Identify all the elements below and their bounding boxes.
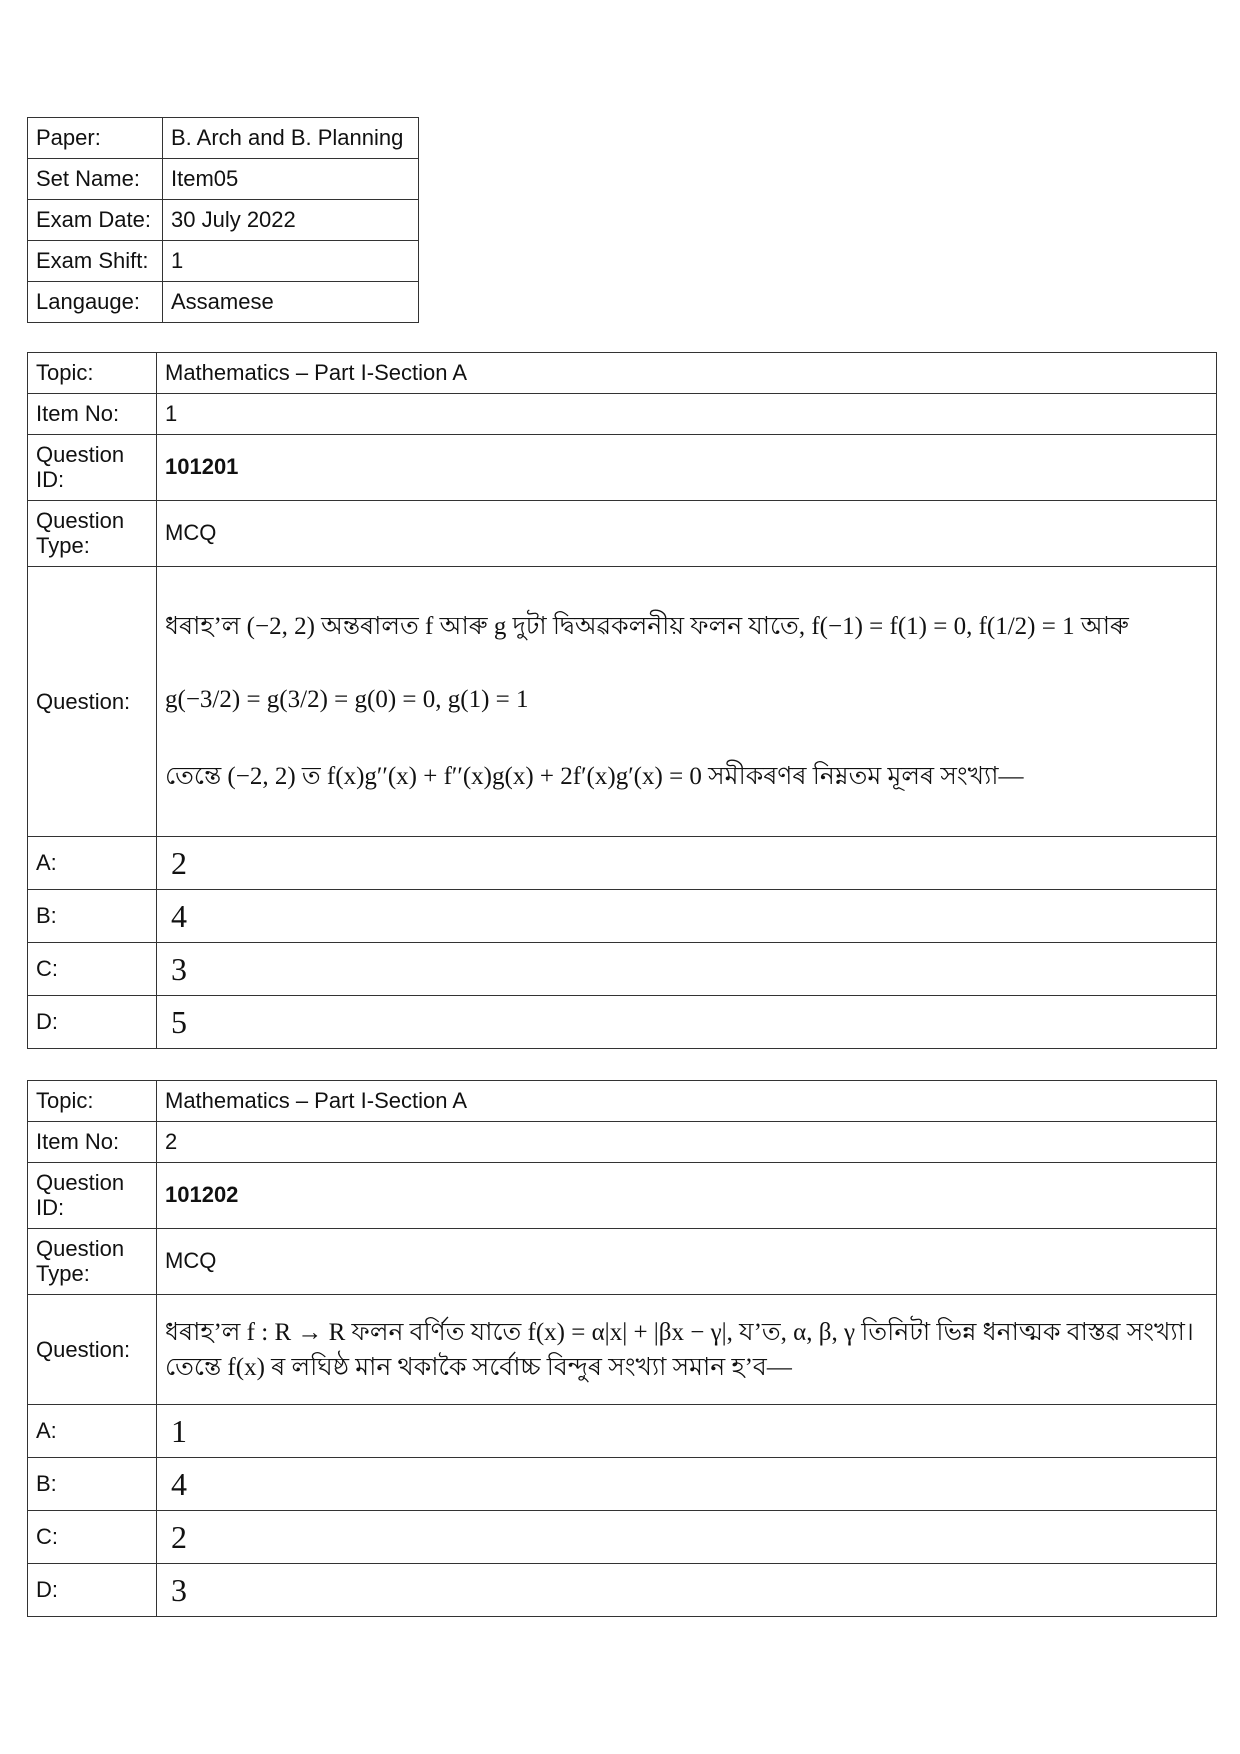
item-no-row <box>28 394 1217 435</box>
question-id-value: 101202 <box>157 1163 1217 1229</box>
question-table-2 <box>27 1080 1217 1617</box>
topic-label: Topic: <box>28 1081 157 1122</box>
question-line: ধৰাহ’ল (−2, 2) অন্তৰালত f আৰু g দুটা দ্বিঅৱকলনীয় ফলন যাতে, f(−1) = f(1) = 0, f(1/2) = 1 আৰু <box>165 613 1129 640</box>
meta-value: 1 <box>163 241 419 282</box>
question-id-label: Question ID: <box>28 1163 157 1229</box>
exam-metadata-table <box>27 117 419 323</box>
question-row <box>28 567 1217 837</box>
option-a-label: A: <box>28 837 157 890</box>
option-d-row <box>28 996 1217 1049</box>
question-body <box>157 1295 1217 1405</box>
option-c-label: C: <box>28 1511 157 1564</box>
question-id-value: 101201 <box>157 435 1217 501</box>
item-no-value: 2 <box>157 1122 1217 1163</box>
question-label: Question: <box>28 567 157 837</box>
option-a-label: A: <box>28 1405 157 1458</box>
item-no-row <box>28 1122 1217 1163</box>
question-type-row <box>28 1229 1217 1295</box>
topic-value: Mathematics – Part I-Section A <box>157 353 1217 394</box>
meta-value: 30 July 2022 <box>163 200 419 241</box>
meta-key: Paper: <box>28 118 163 159</box>
option-b-row <box>28 1458 1217 1511</box>
option-c-value: 2 <box>157 1511 1217 1564</box>
meta-value: Assamese <box>163 282 419 323</box>
topic-label: Topic: <box>28 353 157 394</box>
option-d-row <box>28 1564 1217 1617</box>
option-a-value: 1 <box>157 1405 1217 1458</box>
question-line: g(−3/2) = g(3/2) = g(0) = 0, g(1) = 1 <box>165 686 529 713</box>
meta-row-language <box>28 282 419 323</box>
option-b-value: 4 <box>157 1458 1217 1511</box>
meta-key: Langauge: <box>28 282 163 323</box>
question-line: তেন্তে f(x) ৰ লঘিষ্ঠ মান থকাকৈ সৰ্বোচ্চ বিন্দুৰ সংখ্যা সমান হ’ব— <box>165 1353 792 1381</box>
option-d-value: 3 <box>157 1564 1217 1617</box>
question-type-value: MCQ <box>157 501 1217 567</box>
option-a-value: 2 <box>157 837 1217 890</box>
meta-value: Item05 <box>163 159 419 200</box>
item-no-value: 1 <box>157 394 1217 435</box>
question-type-row <box>28 501 1217 567</box>
topic-row <box>28 1081 1217 1122</box>
question-row <box>28 1295 1217 1405</box>
meta-value: B. Arch and B. Planning <box>163 118 419 159</box>
meta-row-set-name <box>28 159 419 200</box>
question-label: Question: <box>28 1295 157 1405</box>
option-b-value: 4 <box>157 890 1217 943</box>
question-id-label: Question ID: <box>28 435 157 501</box>
option-a-row <box>28 1405 1217 1458</box>
option-d-value: 5 <box>157 996 1217 1049</box>
meta-key: Exam Date: <box>28 200 163 241</box>
option-b-label: B: <box>28 890 157 943</box>
option-c-label: C: <box>28 943 157 996</box>
meta-key: Exam Shift: <box>28 241 163 282</box>
item-no-label: Item No: <box>28 1122 157 1163</box>
option-a-row <box>28 837 1217 890</box>
topic-row <box>28 353 1217 394</box>
meta-row-paper <box>28 118 419 159</box>
question-id-row <box>28 435 1217 501</box>
question-line: ধৰাহ’ল f : R → R ফলন বৰ্ণিত যাতে f(x) = α|x| + |βx − γ|, য’ত, α, β, γ তিনিটা ভিন্ন ধনাত্মক বাস্তৱ সংখ্যা। <box>165 1318 1194 1346</box>
question-type-value: MCQ <box>157 1229 1217 1295</box>
option-c-value: 3 <box>157 943 1217 996</box>
option-c-row <box>28 943 1217 996</box>
meta-key: Set Name: <box>28 159 163 200</box>
option-c-row <box>28 1511 1217 1564</box>
question-line: তেন্তে (−2, 2) ত f(x)g′′(x) + f′′(x)g(x) + 2f′(x)g′(x) = 0 সমীকৰণৰ নিম্নতম মূলৰ সংখ্যা— <box>165 763 1024 790</box>
question-type-label: Question Type: <box>28 1229 157 1295</box>
option-d-label: D: <box>28 996 157 1049</box>
meta-row-exam-date <box>28 200 419 241</box>
item-no-label: Item No: <box>28 394 157 435</box>
topic-value: Mathematics – Part I-Section A <box>157 1081 1217 1122</box>
question-type-label: Question Type: <box>28 501 157 567</box>
option-d-label: D: <box>28 1564 157 1617</box>
meta-row-exam-shift <box>28 241 419 282</box>
question-body <box>157 567 1217 837</box>
option-b-label: B: <box>28 1458 157 1511</box>
question-id-row <box>28 1163 1217 1229</box>
question-table-1 <box>27 352 1217 1049</box>
option-b-row <box>28 890 1217 943</box>
